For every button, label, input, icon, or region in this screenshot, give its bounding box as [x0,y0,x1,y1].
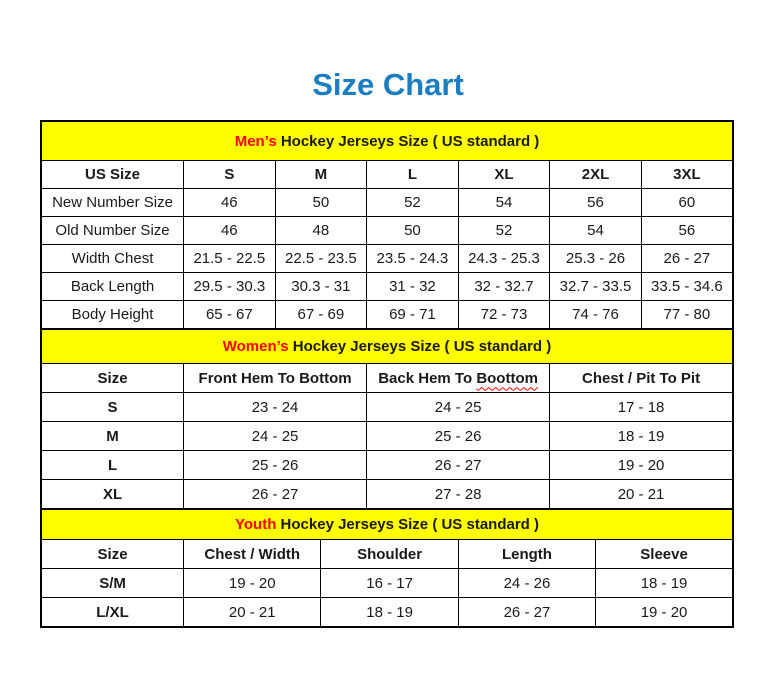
size-tables-container [40,120,734,628]
womens-banner-row [41,329,733,364]
womens-header-cell: Front Hem To Bottom [184,364,367,393]
table-row [41,480,733,510]
table-cell: 48 [275,217,367,245]
table-cell: 29.5 - 30.3 [184,273,276,301]
youth-banner-row [41,509,733,540]
table-cell: 21.5 - 22.5 [184,245,276,273]
row-label: New Number Size [41,189,184,217]
table-cell: 16 - 17 [321,569,458,598]
table-cell: 25 - 26 [184,451,367,480]
row-label: S/M [41,569,184,598]
table-cell: 18 - 19 [596,569,733,598]
row-label: M [41,422,184,451]
row-label: Body Height [41,301,184,330]
mens-header-cell: L [367,161,459,189]
table-row [41,422,733,451]
table-cell: 25 - 26 [367,422,550,451]
table-cell: 26 - 27 [641,245,733,273]
youth-header-cell: Length [458,540,595,569]
table-cell: 77 - 80 [641,301,733,330]
table-cell: 32 - 32.7 [458,273,550,301]
table-cell: 69 - 71 [367,301,459,330]
youth-header-cell: Shoulder [321,540,458,569]
mens-banner-row [41,121,733,161]
youth-size-table [40,508,734,628]
table-cell: 18 - 19 [550,422,733,451]
youth-banner-highlight: Youth [235,516,277,533]
womens-header-row [41,364,733,393]
table-cell: 46 [184,217,276,245]
table-cell: 18 - 19 [321,598,458,628]
row-label: S [41,393,184,422]
table-cell: 54 [550,217,642,245]
table-cell: 46 [184,189,276,217]
table-cell: 32.7 - 33.5 [550,273,642,301]
table-row [41,598,733,628]
table-row [41,301,733,330]
table-cell: 56 [550,189,642,217]
womens-header-cell [367,364,550,393]
table-cell: 24.3 - 25.3 [458,245,550,273]
table-cell: 65 - 67 [184,301,276,330]
mens-size-table [40,120,734,330]
mens-header-cell: US Size [41,161,184,189]
youth-header-cell: Sleeve [596,540,733,569]
table-cell: 26 - 27 [367,451,550,480]
mens-header-row [41,161,733,189]
table-cell: 17 - 18 [550,393,733,422]
mens-banner-highlight: Men’s [234,132,277,150]
table-cell: 74 - 76 [550,301,642,330]
table-cell: 22.5 - 23.5 [275,245,367,273]
table-row [41,273,733,301]
table-row [41,569,733,598]
mens-header-cell: 3XL [641,161,733,189]
table-cell: 60 [641,189,733,217]
page-title: Size Chart [312,67,464,102]
womens-header-back-prefix: Back Hem To [378,369,477,387]
table-cell: 24 - 26 [458,569,595,598]
womens-banner-highlight: Women’s [222,338,289,355]
row-label: XL [41,480,184,510]
table-cell: 19 - 20 [550,451,733,480]
row-label: L/XL [41,598,184,628]
table-cell: 67 - 69 [275,301,367,330]
table-cell: 33.5 - 34.6 [641,273,733,301]
table-cell: 25.3 - 26 [550,245,642,273]
table-cell: 23 - 24 [184,393,367,422]
youth-banner-rest: Hockey Jerseys Size ( US standard ) [276,516,539,533]
youth-header-cell: Size [41,540,184,569]
table-cell: 52 [367,189,459,217]
table-row [41,217,733,245]
youth-header-cell: Chest / Width [184,540,321,569]
table-cell: 50 [367,217,459,245]
womens-header-cell: Chest / Pit To Pit [550,364,733,393]
mens-header-cell: M [275,161,367,189]
youth-header-row [41,540,733,569]
mens-banner-rest: Hockey Jerseys Size ( US standard ) [276,132,540,150]
table-cell: 30.3 - 31 [275,273,367,301]
womens-header-cell: Size [41,364,184,393]
table-cell: 19 - 20 [596,598,733,628]
table-row [41,189,733,217]
table-cell: 54 [458,189,550,217]
mens-header-cell: 2XL [550,161,642,189]
table-cell: 27 - 28 [367,480,550,510]
table-cell: 19 - 20 [184,569,321,598]
table-cell: 24 - 25 [184,422,367,451]
table-cell: 72 - 73 [458,301,550,330]
row-label: Old Number Size [41,217,184,245]
table-cell: 20 - 21 [550,480,733,510]
youth-banner [41,509,733,540]
mens-banner [41,121,733,161]
table-cell: 24 - 25 [367,393,550,422]
table-cell: 52 [458,217,550,245]
row-label: Width Chest [41,245,184,273]
row-label: L [41,451,184,480]
table-cell: 26 - 27 [184,480,367,510]
table-cell: 20 - 21 [184,598,321,628]
table-row [41,245,733,273]
table-cell: 56 [641,217,733,245]
womens-banner [41,329,733,364]
row-label: Back Length [41,273,184,301]
table-cell: 26 - 27 [458,598,595,628]
table-row [41,393,733,422]
table-row [41,451,733,480]
mens-header-cell: S [184,161,276,189]
womens-banner-rest: Hockey Jerseys Size ( US standard ) [288,338,552,355]
table-cell: 23.5 - 24.3 [367,245,459,273]
mens-header-cell: XL [458,161,550,189]
table-cell: 50 [275,189,367,217]
table-cell: 31 - 32 [367,273,459,301]
womens-size-table [40,328,734,510]
misspelled-word: Boottom [476,369,538,387]
